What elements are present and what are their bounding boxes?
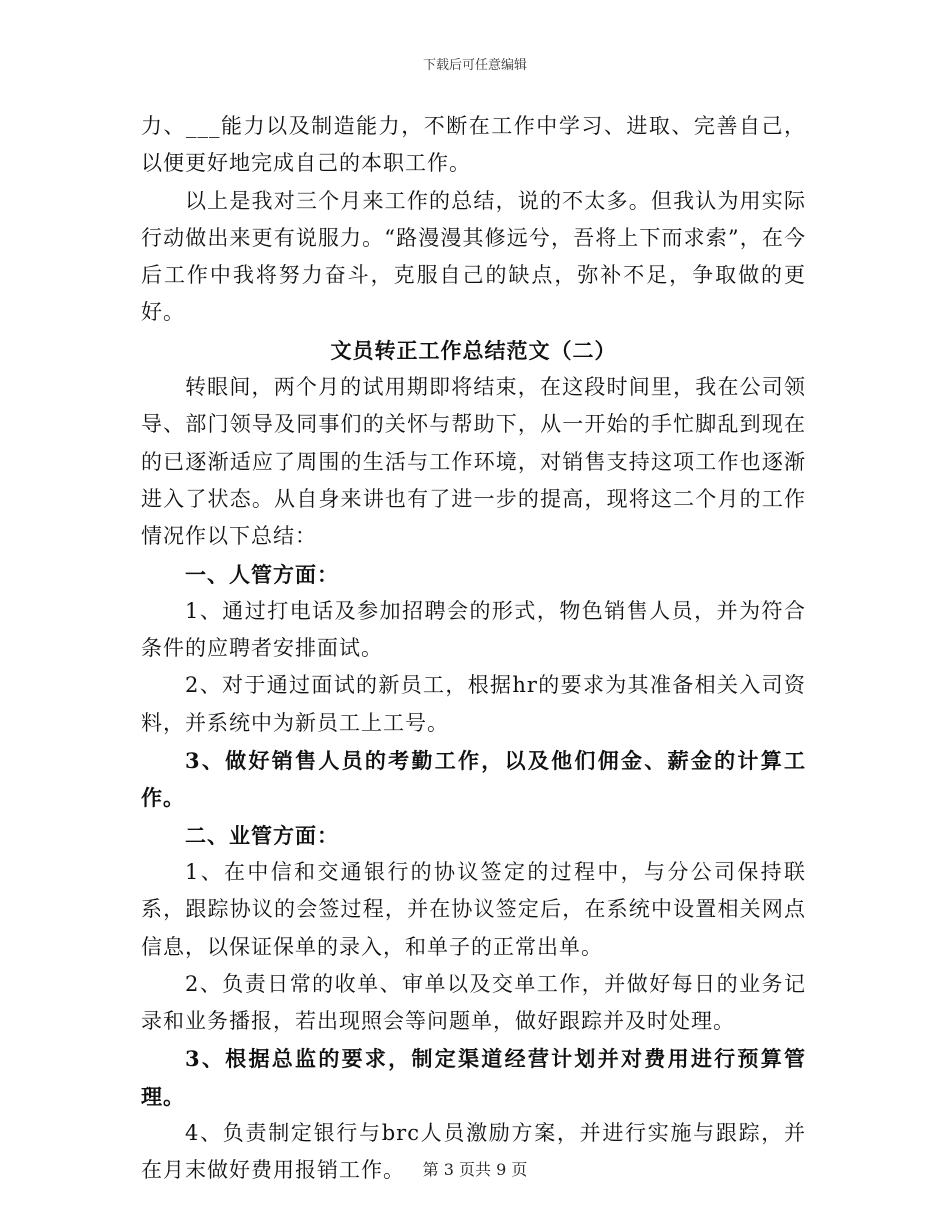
paragraph-personnel-3: 3、做好销售人员的考勤工作，以及他们佣金、薪金的计算工作。 (141, 748, 806, 811)
heading-personnel: 一、人管方面： (185, 561, 339, 587)
heading-business: 二、业管方面： (185, 822, 339, 848)
paragraph-business-2: 2、负责日常的收单、审单以及交单工作，并做好每日的业务记录和业务播报，若出现照会等问题单，做好跟踪并及时处理。 (141, 971, 806, 1034)
paragraph-personnel-2: 2、对于通过面试的新员工，根据hr的要求为其准备相关入司资料，并系统中为新员工上工号。 (141, 673, 806, 735)
section-title: 文员转正工作总结范文（二） (330, 337, 617, 363)
paragraph-personnel-1: 1、通过打电话及参加招聘会的形式，物色销售人员，并为符合条件的应聘者安排面试。 (141, 598, 806, 661)
paragraph-conclusion: 以上是我对三个月来工作的总结，说的不太多。但我认为用实际行动做出来更有说服力。“路漫漫其修远兮，吾将上下而求索”，在今后工作中我将努力奋斗，克服自己的缺点，弥补不足，争取做的更好。 (141, 188, 806, 325)
paragraph-continuation: 力、___能力以及制造能力，不断在工作中学习、进取、完善自己，以便更好地完成自己的本职工作。 (141, 114, 806, 176)
paragraph-business-4: 4、负责制定银行与brc人员激励方案，并进行实施与跟踪，并在月末做好费用报销工作。 (141, 1121, 806, 1183)
document-body (141, 108, 806, 1190)
paragraph-business-1: 1、在中信和交通银行的协议签定的过程中，与分公司保持联系，跟踪协议的会签过程，并在协议签定后，在系统中设置相关网点信息，以保证保单的录入，和单子的正常出单。 (141, 859, 806, 959)
page-number: 第 3 页共 9 页 (422, 1160, 528, 1179)
paragraph-intro: 转眼间，两个月的试用期即将结束，在这段时间里，我在公司领导、部门领导及同事们的关怀与帮助下，从一开始的手忙脚乱到现在的已逐渐适应了周围的生活与工作环境，对销售支持这项工作也逐渐进入了状态。从自身来讲也有了进一步的提高，现将这二个月的工作情况作以下总结： (141, 375, 806, 549)
paragraph-business-3: 3、根据总监的要求，制定渠道经营计划并对费用进行预算管理。 (141, 1046, 806, 1109)
page-header: 下载后可任意编辑 (422, 58, 527, 73)
